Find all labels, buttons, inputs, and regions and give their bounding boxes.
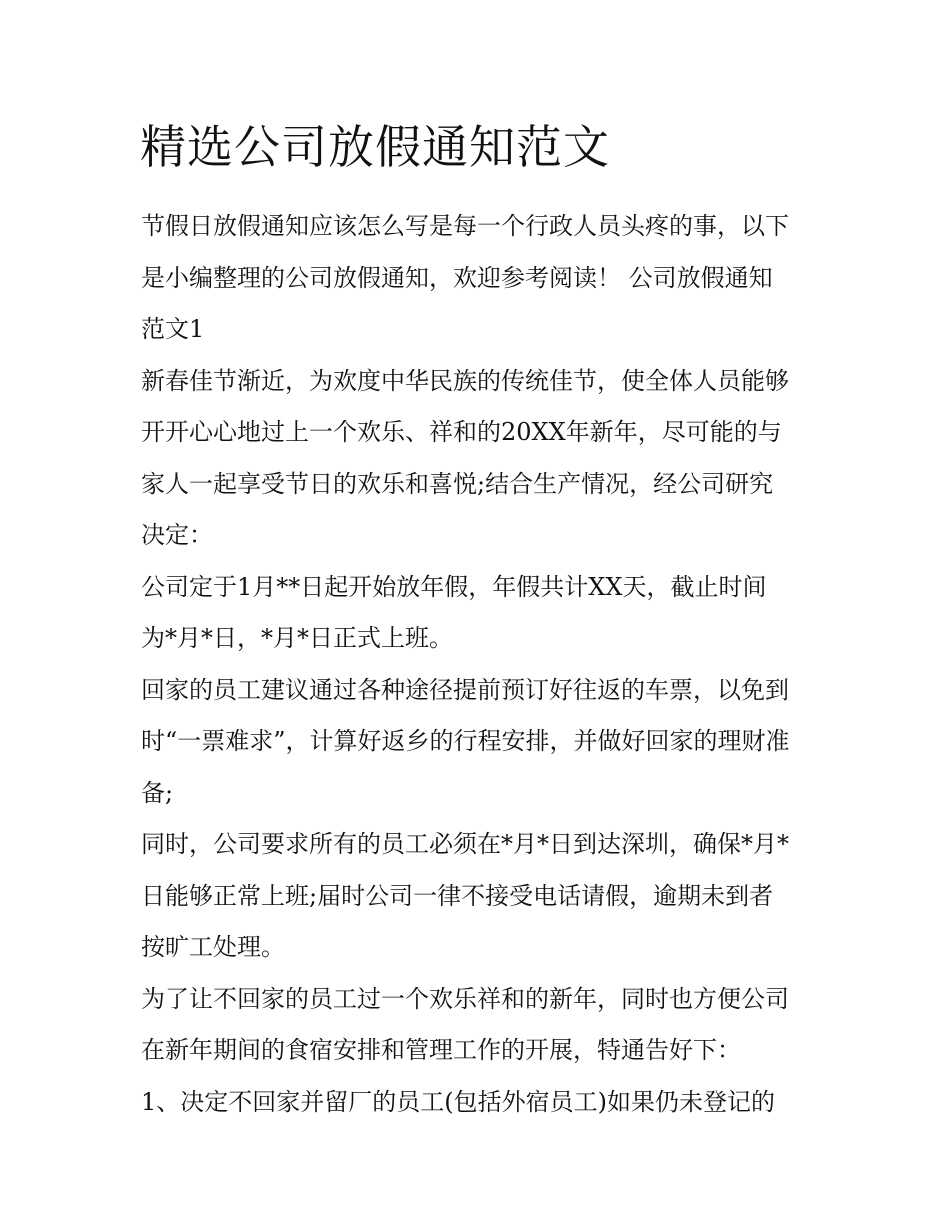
body-line: 备; [141,778,174,807]
body-line: 是小编整理的公司放假通知，欢迎参考阅读！ 公司放假通知 [141,263,773,292]
body-line: 日能够正常上班;届时公司一律不接受电话请假，逾期未到者 [141,881,774,910]
body-line: 开开心心地过上一个欢乐、祥和的20XX年新年，尽可能的与 [141,418,782,446]
body-line: 为了让不回家的员工过一个欢乐祥和的新年，同时也方便公司 [141,984,789,1013]
body-line: 在新年期间的食宿安排和管理工作的开展，特通告好下： [141,1036,741,1064]
body-line: 节假日放假通知应该怎么写是每一个行政人员头疼的事，以下 [141,212,789,240]
body-line: 时“一票难求”，计算好返乡的行程安排，并做好回家的理财准 [141,727,790,755]
body-line: 新春佳节渐近，为欢度中华民族的传统佳节，使全体人员能够 [141,366,789,395]
document-title: 精选公司放假通知范文 [140,120,610,174]
body-line: 决定： [141,521,213,549]
body-line: 回家的员工建议通过各种途径提前预订好往返的车票，以免到 [141,675,789,704]
body-line: 1、决定不回家并留厂的员工(包括外宿员工)如果仍未登记的 [141,1087,775,1116]
body-line: 为*月*日，*月*日正式上班。 [141,624,453,652]
body-line: 家人一起享受节日的欢乐和喜悦;结合生产情况，经公司研究 [141,469,774,498]
body-line: 同时，公司要求所有的员工必须在*月*日到达深圳，确保*月* [141,830,789,858]
body-line: 范文1 [141,315,205,343]
document-body [141,201,831,1128]
body-line: 按旷工处理。 [141,933,285,961]
body-line: 公司定于1月**日起开始放年假，年假共计XX天，截止时间 [141,572,767,601]
